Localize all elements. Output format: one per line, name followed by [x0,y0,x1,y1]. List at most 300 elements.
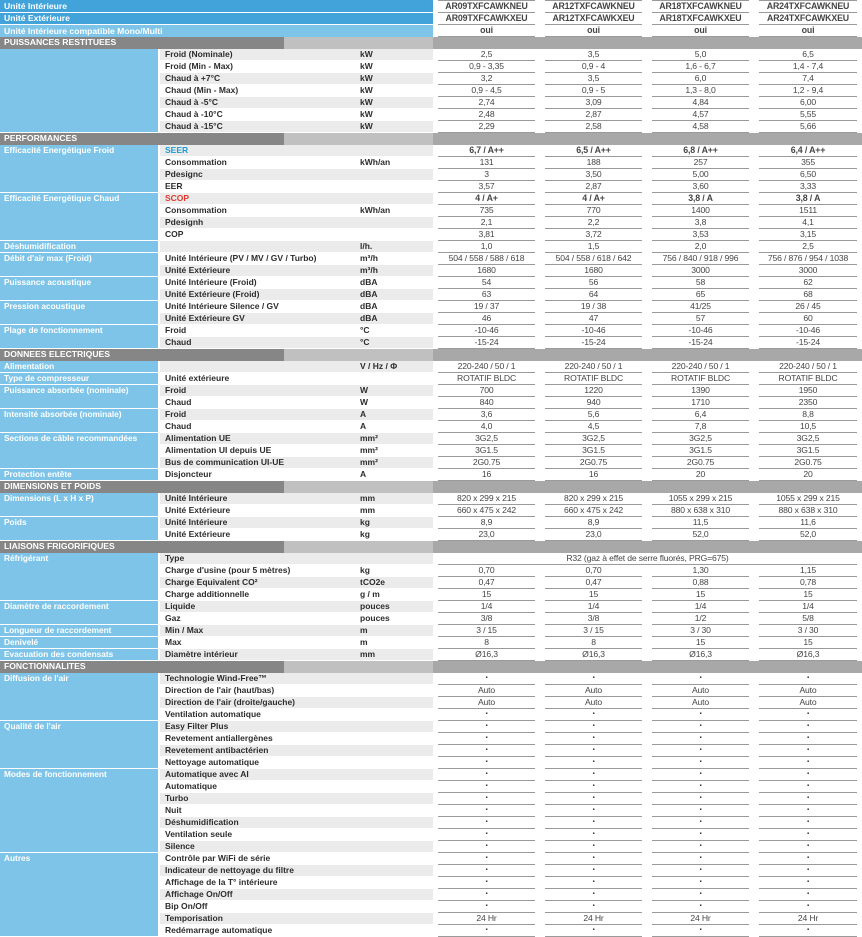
table-row [0,277,862,289]
row-unit [356,217,433,229]
row-unit: tCO2e [356,577,433,589]
value-cell [647,889,754,901]
value-cell [647,157,754,169]
value-cell [754,97,862,109]
value-cell [433,457,540,469]
value-cell [540,337,647,349]
row-label: Automatique avec AI [160,769,356,781]
table-row [0,625,862,637]
value: 3G2,5 [759,433,857,445]
value: 1710 [652,397,749,409]
value-cell [647,781,754,793]
value-cell [754,601,862,613]
value: 1680 [545,265,642,277]
value: 1511 [759,205,857,217]
value: 820 x 299 x 215 [545,493,642,505]
row-unit: mm [356,649,433,661]
value-cell [433,205,540,217]
row-label: Froid (Min - Max) [160,61,356,73]
feature-dot: ▪ [759,769,857,781]
row-unit [356,721,433,733]
value: 6,7 / A++ [438,145,535,157]
value-cell [433,241,540,253]
header-label: Unité Extérieure [0,13,433,25]
row-unit: V / Hz / Φ [356,361,433,373]
row-unit: kW [356,49,433,61]
value-cell [540,709,647,721]
value: 3G1.5 [759,445,857,457]
table-row [0,769,862,781]
value-cell [540,517,647,529]
value: ROTATIF BLDC [438,373,535,385]
value: 16 [438,469,535,481]
value: 3G2,5 [438,433,535,445]
value-cell [433,565,540,577]
value-cell [754,301,862,313]
value: 24 Hr [545,913,642,925]
value: 1/4 [545,601,642,613]
feature-dot: ▪ [652,829,749,841]
feature-dot: ▪ [652,865,749,877]
value-cell [647,121,754,133]
row-unit: kWh/an [356,157,433,169]
value: 3 / 15 [545,625,642,637]
feature-dot: ▪ [438,757,535,769]
value: 4,1 [759,217,857,229]
value-cell [433,145,540,157]
value-cell [540,469,647,481]
value: 1950 [759,385,857,397]
value: 3000 [759,265,857,277]
value: 62 [759,277,857,289]
value-cell [754,157,862,169]
value-cell [433,217,540,229]
feature-dot: ▪ [652,841,749,853]
value-cell [540,577,647,589]
value-cell [540,505,647,517]
feature-dot: ▪ [759,877,857,889]
value-cell [540,97,647,109]
row-unit: dBA [356,313,433,325]
row-label: Min / Max [160,625,356,637]
value: 3,15 [759,229,857,241]
value-cell [754,385,862,397]
value-cell [433,325,540,337]
value: 3G1.5 [652,445,749,457]
value: Ø16,3 [652,649,749,661]
value-cell [754,853,862,865]
value-cell [540,205,647,217]
value-cell [647,805,754,817]
section-row [0,541,862,553]
row-unit: A [356,421,433,433]
value: 19 / 38 [545,301,642,313]
value-cell [540,157,647,169]
feature-dot: ▪ [759,925,857,937]
value-cell [754,877,862,889]
value: 5/8 [759,613,857,625]
section-bar-right [433,541,862,553]
value-cell [540,529,647,541]
row-unit: kW [356,97,433,109]
value-cell [540,625,647,637]
value-cell [647,925,754,937]
value-cell [754,397,862,409]
value: 3,53 [652,229,749,241]
value: Ø16,3 [759,649,857,661]
value: Auto [759,685,857,697]
feature-dot: ▪ [545,757,642,769]
row-unit [356,793,433,805]
value-cell [433,649,540,661]
value: 2,0 [652,241,749,253]
group-label: Sections de câble recommandées [0,433,160,469]
feature-dot: ▪ [652,901,749,913]
value: 3,60 [652,181,749,193]
model-name: AR12TXFCAWKXEU [545,13,642,25]
row-label: Affichage On/Off [160,889,356,901]
value: 5,55 [759,109,857,121]
value-cell [433,265,540,277]
value: -10-46 [438,325,535,337]
group-label: Débit d'air max (Froid) [0,253,160,277]
value-cell [754,493,862,505]
value-cell [540,385,647,397]
value-cell [433,97,540,109]
feature-dot: ▪ [438,733,535,745]
table-row [0,721,862,733]
value-cell [433,517,540,529]
row-unit [356,925,433,937]
value-cell [433,49,540,61]
value-cell [433,757,540,769]
value: 4,58 [652,121,749,133]
row-label: Contrôle par WiFi de série [160,853,356,865]
table-row [0,853,862,865]
value-cell [754,637,862,649]
value: 2G0.75 [759,457,857,469]
feature-dot: ▪ [652,889,749,901]
section-bar-right [433,133,862,145]
value: 6,5 / A++ [545,145,642,157]
value: 15 [759,637,857,649]
value: 660 x 475 x 242 [545,505,642,517]
value: 3,72 [545,229,642,241]
value-cell [433,253,540,265]
value: 3 / 30 [759,625,857,637]
value-cell [433,853,540,865]
value: 63 [438,289,535,301]
section-bar-right [433,37,862,49]
value: 3/8 [438,613,535,625]
section-title: DIMENSIONS ET POIDS [0,481,284,493]
value: 3,81 [438,229,535,241]
value-cell [647,241,754,253]
value: 23,0 [545,529,642,541]
value-cell [754,721,862,733]
feature-dot: ▪ [652,733,749,745]
value-cell [647,865,754,877]
value-cell [754,697,862,709]
value: -15-24 [438,337,535,349]
value-cell [647,601,754,613]
value: 6,5 [759,49,857,61]
value: -10-46 [545,325,642,337]
value-cell [647,685,754,697]
value-cell [647,361,754,373]
value: 3 [438,169,535,181]
value-cell [754,613,862,625]
feature-dot: ▪ [545,853,642,865]
value-cell [754,409,862,421]
value-cell [433,745,540,757]
row-label: Bip On/Off [160,901,356,913]
value-cell [754,889,862,901]
row-unit: kW [356,109,433,121]
value: 7,8 [652,421,749,433]
section-row [0,37,862,49]
value-cell [754,445,862,457]
section-title: DONNEES ELECTRIQUES [0,349,284,361]
value: 4,0 [438,421,535,433]
value: 23,0 [438,529,535,541]
value-cell [647,313,754,325]
value-cell [433,925,540,937]
value: 24 Hr [438,913,535,925]
value: 15 [759,589,857,601]
value-cell [647,505,754,517]
row-unit [356,769,433,781]
row-label: Unité Extérieure [160,529,356,541]
group-label: Diffusion de l'air [0,673,160,721]
value-cell [433,181,540,193]
value-cell [433,781,540,793]
value-cell [647,445,754,457]
value-cell [754,325,862,337]
row-unit [356,817,433,829]
value: 4,5 [545,421,642,433]
value: 56 [545,277,642,289]
value-cell [540,493,647,505]
value: oui [652,25,749,37]
value-cell [754,841,862,853]
row-unit: pouces [356,601,433,613]
row-unit: kW [356,85,433,97]
value-cell [754,313,862,325]
value-cell [647,793,754,805]
feature-dot: ▪ [759,757,857,769]
value-cell [754,901,862,913]
row-label: Chaud à -5°C [160,97,356,109]
value: Auto [759,697,857,709]
value-cell [754,817,862,829]
value-cell [754,205,862,217]
value-cell [433,769,540,781]
row-label: Direction de l'air (droite/gauche) [160,697,356,709]
feature-dot: ▪ [438,841,535,853]
value: 15 [438,589,535,601]
value: oui [438,25,535,37]
value-cell [433,433,540,445]
value-cell [647,61,754,73]
value: 10,5 [759,421,857,433]
value: 0,70 [438,565,535,577]
section-title: FONCTIONNALITES [0,661,284,673]
model-name: AR24TXFCAWKXEU [759,13,857,25]
feature-dot: ▪ [759,901,857,913]
model-name: AR24TXFCAWKNEU [759,0,857,13]
value-cell [754,241,862,253]
value-cell [754,181,862,193]
value-cell [647,745,754,757]
section-title: PERFORMANCES [0,133,284,145]
feature-dot: ▪ [545,769,642,781]
value-cell [754,73,862,85]
value: 2,48 [438,109,535,121]
row-unit [356,145,433,157]
group-label: Modes de fonctionnement [0,769,160,853]
value-cell [540,613,647,625]
row-label: Chaud [160,337,356,349]
value: Auto [652,697,749,709]
table-row [0,145,862,157]
section-bar-right [433,661,862,673]
row-label: Chaud (Min - Max) [160,85,356,97]
feature-dot: ▪ [545,673,642,685]
value: 2,5 [759,241,857,253]
table-row [0,469,862,481]
value: 1,30 [652,565,749,577]
value-cell [754,49,862,61]
row-label: SCOP [160,193,356,205]
value: 3 / 15 [438,625,535,637]
value-cell [647,817,754,829]
value: 57 [652,313,749,325]
feature-dot: ▪ [438,877,535,889]
feature-dot: ▪ [759,805,857,817]
value-cell [540,313,647,325]
value: 3G2,5 [545,433,642,445]
value-cell [647,673,754,685]
value: 2,58 [545,121,642,133]
header-row [0,0,862,13]
value: 2G0.75 [438,457,535,469]
value: 3,33 [759,181,857,193]
row-unit [356,553,433,565]
feature-dot: ▪ [438,781,535,793]
model-name: AR09TXFCAWKXEU [438,13,535,25]
row-unit [356,169,433,181]
value: 1680 [438,265,535,277]
row-unit: mm [356,505,433,517]
group-label [0,49,160,133]
row-unit: mm² [356,457,433,469]
value: Auto [545,697,642,709]
row-unit [356,229,433,241]
value-cell [433,109,540,121]
feature-dot: ▪ [438,793,535,805]
value-cell [647,217,754,229]
value-cell [433,865,540,877]
value-cell [754,25,862,37]
model-name: AR09TXFCAWKNEU [438,0,535,13]
table-row [0,325,862,337]
value: 1/4 [652,601,749,613]
value-cell [754,505,862,517]
feature-dot: ▪ [545,781,642,793]
value: 2,87 [545,109,642,121]
feature-dot: ▪ [759,841,857,853]
group-label: Type de compresseur [0,373,160,385]
row-label: Unité Extérieure [160,505,356,517]
row-unit [356,193,433,205]
section-header-bar [0,133,862,145]
value: 1,15 [759,565,857,577]
value-cell [647,373,754,385]
value-cell [433,721,540,733]
value: oui [759,25,857,37]
value: 3G1.5 [438,445,535,457]
value-cell [540,397,647,409]
model-cell [540,0,647,13]
section-title: PUISSANCES RESTITUEES [0,37,284,49]
value: 0,47 [438,577,535,589]
value-cell [754,793,862,805]
feature-dot: ▪ [652,721,749,733]
value: 58 [652,277,749,289]
value: 1,3 - 8,0 [652,85,749,97]
group-label: Puissance absorbée (nominale) [0,385,160,409]
row-label: Consommation [160,205,356,217]
section-header [0,481,862,493]
value-cell [754,625,862,637]
row-label: Chaud [160,397,356,409]
value: -10-46 [652,325,749,337]
feature-dot: ▪ [438,673,535,685]
row-label: Affichage de la T° intérieure [160,877,356,889]
value: -10-46 [759,325,857,337]
value-cell [433,85,540,97]
group-label: Plage de fonctionnement [0,325,160,349]
row-unit [356,805,433,817]
value-cell [433,469,540,481]
feature-dot: ▪ [652,793,749,805]
section-row [0,349,862,361]
value-cell [433,913,540,925]
feature-dot: ▪ [545,829,642,841]
value-cell [540,865,647,877]
row-label: Automatique [160,781,356,793]
value: 20 [652,469,749,481]
table-row [0,637,862,649]
value-cell [754,229,862,241]
value-cell [647,265,754,277]
row-label: Charge d'usine (pour 5 mètres) [160,565,356,577]
row-unit: kW [356,121,433,133]
row-label: COP [160,229,356,241]
feature-dot: ▪ [545,841,642,853]
value-cell [754,577,862,589]
value-cell [754,469,862,481]
value: 0,70 [545,565,642,577]
row-label: Unité Extérieure [160,265,356,277]
section-title: LIAISONS FRIGORIFIQUES [0,541,284,553]
value: 2,87 [545,181,642,193]
value: 0,88 [652,577,749,589]
value: 1,2 - 9,4 [759,85,857,97]
feature-dot: ▪ [759,709,857,721]
value-cell [433,301,540,313]
